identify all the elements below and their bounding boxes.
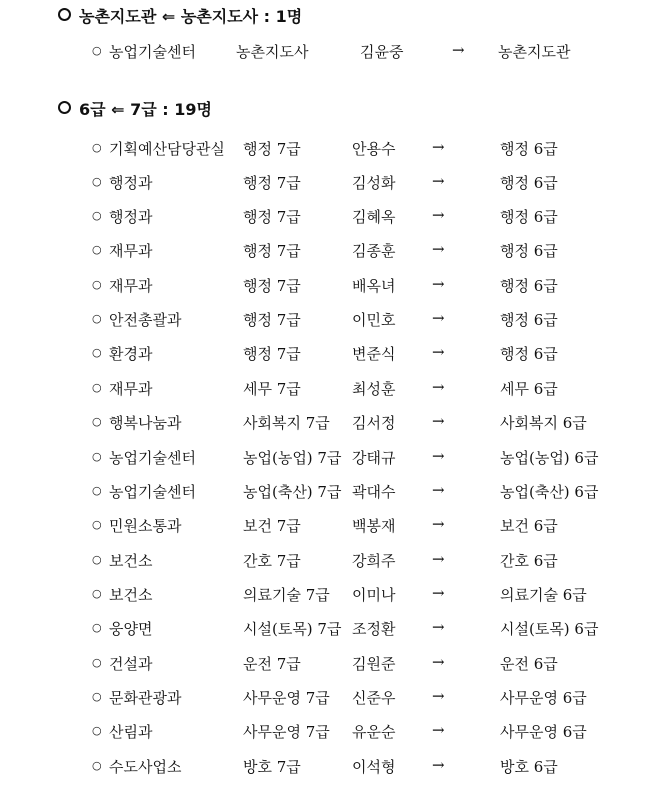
name-cell: 신준우 bbox=[352, 689, 396, 707]
arrow-cell: → bbox=[432, 756, 445, 774]
arrow-cell: → bbox=[432, 412, 445, 430]
arrow-cell: → bbox=[432, 240, 445, 258]
dept-cell: 기획예산담당관실 bbox=[109, 140, 225, 158]
arrow-cell: → bbox=[432, 447, 445, 465]
list-item bbox=[0, 275, 670, 309]
list-item bbox=[0, 309, 670, 343]
list-item bbox=[0, 584, 670, 618]
arrow-cell: → bbox=[452, 41, 465, 59]
new-rank-cell: 방호 6급 bbox=[500, 758, 558, 776]
small-circle-bullet-icon: ○ bbox=[92, 346, 102, 359]
name-cell: 유운순 bbox=[352, 723, 396, 741]
dept-cell: 농업기술센터 bbox=[109, 449, 196, 467]
name-cell: 백봉재 bbox=[352, 517, 396, 535]
arrow-cell: → bbox=[432, 515, 445, 533]
dept-cell: 보건소 bbox=[109, 586, 153, 604]
arrow-cell: → bbox=[432, 309, 445, 327]
new-rank-cell: 행정 6급 bbox=[500, 174, 558, 192]
list-item bbox=[0, 172, 670, 206]
new-rank-cell: 보건 6급 bbox=[500, 517, 558, 535]
new-rank-cell: 행정 6급 bbox=[500, 140, 558, 158]
dept-cell: 행정과 bbox=[109, 174, 153, 192]
dept-cell: 문화관광과 bbox=[109, 689, 182, 707]
dept-cell: 안전총괄과 bbox=[109, 311, 182, 329]
new-rank-cell: 시설(토목) 6급 bbox=[500, 620, 599, 638]
section-heading-1 bbox=[58, 4, 302, 27]
small-circle-bullet-icon: ○ bbox=[92, 518, 102, 531]
dept-cell: 재무과 bbox=[109, 242, 153, 260]
new-rank-cell: 행정 6급 bbox=[500, 242, 558, 260]
new-rank-cell: 의료기술 6급 bbox=[500, 586, 587, 604]
list-item bbox=[0, 138, 670, 172]
rank-cell: 행정 7급 bbox=[243, 277, 301, 295]
small-circle-bullet-icon: ○ bbox=[92, 450, 102, 463]
name-cell: 강희주 bbox=[352, 552, 396, 570]
new-rank-cell: 세무 6급 bbox=[500, 380, 558, 398]
new-rank-cell: 사회복지 6급 bbox=[500, 414, 587, 432]
dept-cell: 산림과 bbox=[109, 723, 153, 741]
name-cell: 김윤중 bbox=[360, 43, 404, 61]
list-item bbox=[0, 618, 670, 652]
section-heading-text: 농촌지도관 ⇐ 농촌지도사 : 1명 bbox=[79, 7, 303, 26]
small-circle-bullet-icon: ○ bbox=[92, 621, 102, 634]
rank-cell: 행정 7급 bbox=[243, 242, 301, 260]
new-rank-cell: 행정 6급 bbox=[500, 311, 558, 329]
section-heading-text: 6급 ⇐ 7급 : 19명 bbox=[79, 100, 212, 119]
new-rank-cell: 사무운영 6급 bbox=[500, 689, 587, 707]
arrow-cell: → bbox=[432, 172, 445, 190]
list-item bbox=[0, 481, 670, 515]
small-circle-bullet-icon: ○ bbox=[92, 175, 102, 188]
name-cell: 김혜옥 bbox=[352, 208, 396, 226]
list-item bbox=[0, 343, 670, 377]
rank-cell: 의료기술 7급 bbox=[243, 586, 330, 604]
dept-cell: 재무과 bbox=[109, 380, 153, 398]
dept-cell: 농업기술센터 bbox=[109, 43, 196, 61]
small-circle-bullet-icon: ○ bbox=[92, 553, 102, 566]
rank-cell: 행정 7급 bbox=[243, 208, 301, 226]
arrow-cell: → bbox=[432, 275, 445, 293]
new-rank-cell: 농업(축산) 6급 bbox=[500, 483, 599, 501]
name-cell: 변준식 bbox=[352, 345, 396, 363]
dept-cell: 웅양면 bbox=[109, 620, 153, 638]
circle-bullet-icon bbox=[58, 8, 71, 21]
arrow-cell: → bbox=[432, 481, 445, 499]
arrow-cell: → bbox=[432, 138, 445, 156]
dept-cell: 환경과 bbox=[109, 345, 153, 363]
list-item bbox=[0, 412, 670, 446]
small-circle-bullet-icon: ○ bbox=[92, 243, 102, 256]
new-rank-cell: 행정 6급 bbox=[500, 345, 558, 363]
rank-cell: 보건 7급 bbox=[243, 517, 301, 535]
name-cell: 이석형 bbox=[352, 758, 396, 776]
circle-bullet-icon bbox=[58, 101, 71, 114]
list-item bbox=[0, 515, 670, 549]
name-cell: 이미나 bbox=[352, 586, 396, 604]
small-circle-bullet-icon: ○ bbox=[92, 278, 102, 291]
rank-cell: 사무운영 7급 bbox=[243, 689, 330, 707]
section-heading-2 bbox=[58, 97, 212, 120]
list-item bbox=[0, 41, 670, 75]
name-cell: 김종훈 bbox=[352, 242, 396, 260]
small-circle-bullet-icon: ○ bbox=[92, 690, 102, 703]
dept-cell: 재무과 bbox=[109, 277, 153, 295]
small-circle-bullet-icon: ○ bbox=[92, 141, 102, 154]
rank-cell: 농업(축산) 7급 bbox=[243, 483, 342, 501]
name-cell: 조정환 bbox=[352, 620, 396, 638]
dept-cell: 건설과 bbox=[109, 655, 153, 673]
rank-cell: 사무운영 7급 bbox=[243, 723, 330, 741]
dept-cell: 행복나눔과 bbox=[109, 414, 182, 432]
arrow-cell: → bbox=[432, 584, 445, 602]
rank-cell: 행정 7급 bbox=[243, 140, 301, 158]
arrow-cell: → bbox=[432, 343, 445, 361]
rank-cell: 행정 7급 bbox=[243, 345, 301, 363]
new-rank-cell: 농촌지도관 bbox=[498, 43, 571, 61]
new-rank-cell: 사무운영 6급 bbox=[500, 723, 587, 741]
name-cell: 안용수 bbox=[352, 140, 396, 158]
name-cell: 강태규 bbox=[352, 449, 396, 467]
list-item bbox=[0, 206, 670, 240]
rank-cell: 방호 7급 bbox=[243, 758, 301, 776]
small-circle-bullet-icon: ○ bbox=[92, 44, 102, 57]
rank-cell: 운전 7급 bbox=[243, 655, 301, 673]
small-circle-bullet-icon: ○ bbox=[92, 415, 102, 428]
new-rank-cell: 행정 6급 bbox=[500, 208, 558, 226]
rank-cell: 행정 7급 bbox=[243, 174, 301, 192]
name-cell: 최성훈 bbox=[352, 380, 396, 398]
rank-cell: 세무 7급 bbox=[243, 380, 301, 398]
rank-cell: 행정 7급 bbox=[243, 311, 301, 329]
small-circle-bullet-icon: ○ bbox=[92, 484, 102, 497]
small-circle-bullet-icon: ○ bbox=[92, 209, 102, 222]
small-circle-bullet-icon: ○ bbox=[92, 759, 102, 772]
name-cell: 김원준 bbox=[352, 655, 396, 673]
new-rank-cell: 행정 6급 bbox=[500, 277, 558, 295]
list-item bbox=[0, 240, 670, 274]
dept-cell: 농업기술센터 bbox=[109, 483, 196, 501]
list-item bbox=[0, 653, 670, 687]
list-item bbox=[0, 378, 670, 412]
name-cell: 이민호 bbox=[352, 311, 396, 329]
dept-cell: 수도사업소 bbox=[109, 758, 182, 776]
small-circle-bullet-icon: ○ bbox=[92, 381, 102, 394]
small-circle-bullet-icon: ○ bbox=[92, 724, 102, 737]
name-cell: 김서정 bbox=[352, 414, 396, 432]
list-item bbox=[0, 687, 670, 721]
list-item bbox=[0, 447, 670, 481]
list-item bbox=[0, 550, 670, 584]
rank-cell: 농업(농업) 7급 bbox=[243, 449, 342, 467]
small-circle-bullet-icon: ○ bbox=[92, 587, 102, 600]
arrow-cell: → bbox=[432, 687, 445, 705]
rank-cell: 사회복지 7급 bbox=[243, 414, 330, 432]
new-rank-cell: 간호 6급 bbox=[500, 552, 558, 570]
dept-cell: 민원소통과 bbox=[109, 517, 182, 535]
new-rank-cell: 농업(농업) 6급 bbox=[500, 449, 599, 467]
arrow-cell: → bbox=[432, 550, 445, 568]
rank-cell: 시설(토목) 7급 bbox=[243, 620, 342, 638]
dept-cell: 보건소 bbox=[109, 552, 153, 570]
dept-cell: 행정과 bbox=[109, 208, 153, 226]
list-item bbox=[0, 721, 670, 755]
name-cell: 배옥녀 bbox=[352, 277, 396, 295]
small-circle-bullet-icon: ○ bbox=[92, 312, 102, 325]
arrow-cell: → bbox=[432, 206, 445, 224]
new-rank-cell: 운전 6급 bbox=[500, 655, 558, 673]
arrow-cell: → bbox=[432, 618, 445, 636]
arrow-cell: → bbox=[432, 378, 445, 396]
rank-cell: 농촌지도사 bbox=[236, 43, 309, 61]
name-cell: 곽대수 bbox=[352, 483, 396, 501]
small-circle-bullet-icon: ○ bbox=[92, 656, 102, 669]
list-item bbox=[0, 756, 670, 790]
arrow-cell: → bbox=[432, 653, 445, 671]
name-cell: 김성화 bbox=[352, 174, 396, 192]
arrow-cell: → bbox=[432, 721, 445, 739]
rank-cell: 간호 7급 bbox=[243, 552, 301, 570]
